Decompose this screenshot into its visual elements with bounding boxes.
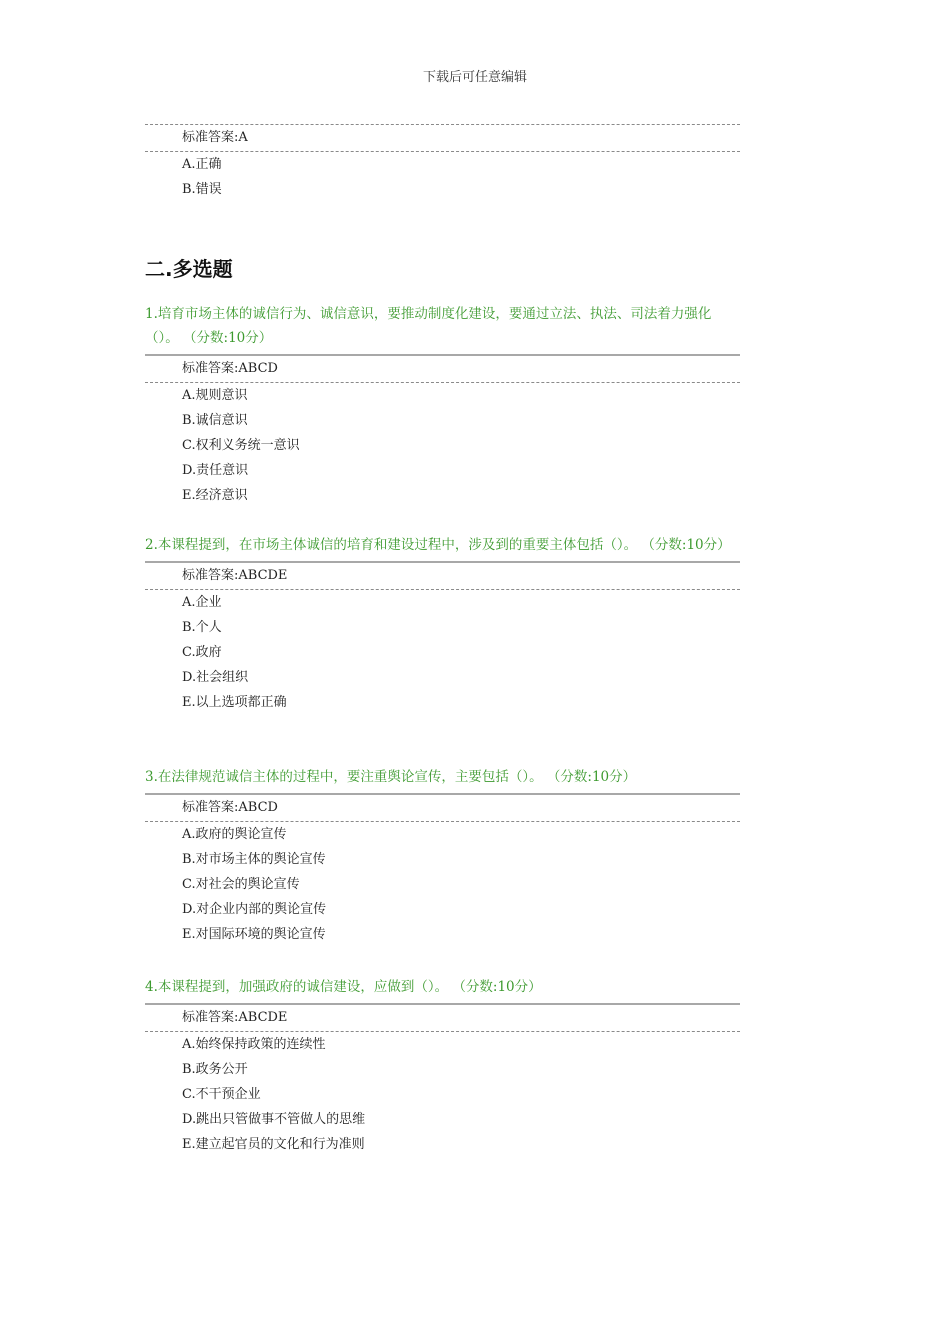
option-item: B.错误 (182, 182, 222, 197)
option-item: D.对企业内部的舆论宣传 (182, 902, 327, 917)
option-item: C.权利义务统一意识 (182, 438, 300, 453)
option-item: B.个人 (182, 620, 222, 635)
standard-answer: 标准答案:ABCDE (182, 568, 288, 583)
question-block (145, 302, 740, 508)
option-item: C.对社会的舆论宣传 (182, 877, 300, 892)
option-item: E.建立起官员的文化和行为准则 (182, 1137, 365, 1152)
question-text: 1.培育市场主体的诚信行为、诚信意识，要推动制度化建设，要通过立法、执法、司法着力强化（）。 （分数:10分） (145, 306, 712, 346)
page-header: 下载后可任意编辑 (422, 70, 527, 85)
option-item: C.政府 (182, 645, 222, 660)
option-item: D.责任意识 (182, 463, 249, 478)
option-item: A.规则意识 (182, 388, 248, 403)
question-block (145, 975, 740, 1157)
option-item: D.社会组织 (182, 670, 249, 685)
option-item: E.以上选项都正确 (182, 695, 287, 710)
prev-question-tail (145, 124, 740, 202)
option-item: A.企业 (182, 595, 222, 610)
option-item: A.政府的舆论宣传 (182, 827, 287, 842)
standard-answer: 标准答案:ABCD (182, 800, 278, 815)
question-block (145, 533, 740, 715)
option-item: E.对国际环境的舆论宣传 (182, 927, 326, 942)
standard-answer: 标准答案:ABCDE (182, 1010, 288, 1025)
option-item: B.政务公开 (182, 1062, 248, 1077)
question-text: 2.本课程提到，在市场主体诚信的培育和建设过程中，涉及到的重要主体包括（）。 （分数:10分） (145, 537, 731, 553)
question-text: 4.本课程提到，加强政府的诚信建设，应做到（）。 （分数:10分） (145, 979, 542, 995)
option-item: A.始终保持政策的连续性 (182, 1037, 326, 1052)
question-text: 3.在法律规范诚信主体的过程中，要注重舆论宣传，主要包括（）。 （分数:10分） (145, 769, 637, 785)
option-item: E.经济意识 (182, 488, 248, 503)
option-item: A.正确 (182, 157, 222, 172)
option-item: B.诚信意识 (182, 413, 248, 428)
question-block (145, 765, 740, 947)
standard-answer: 标准答案:ABCD (182, 361, 278, 376)
option-item: C.不干预企业 (182, 1087, 261, 1102)
section-title: 二.多选题 (145, 257, 233, 281)
option-item: B.对市场主体的舆论宣传 (182, 852, 326, 867)
option-item: D.跳出只管做事不管做人的思维 (182, 1112, 366, 1127)
standard-answer: 标准答案:A (182, 130, 248, 145)
